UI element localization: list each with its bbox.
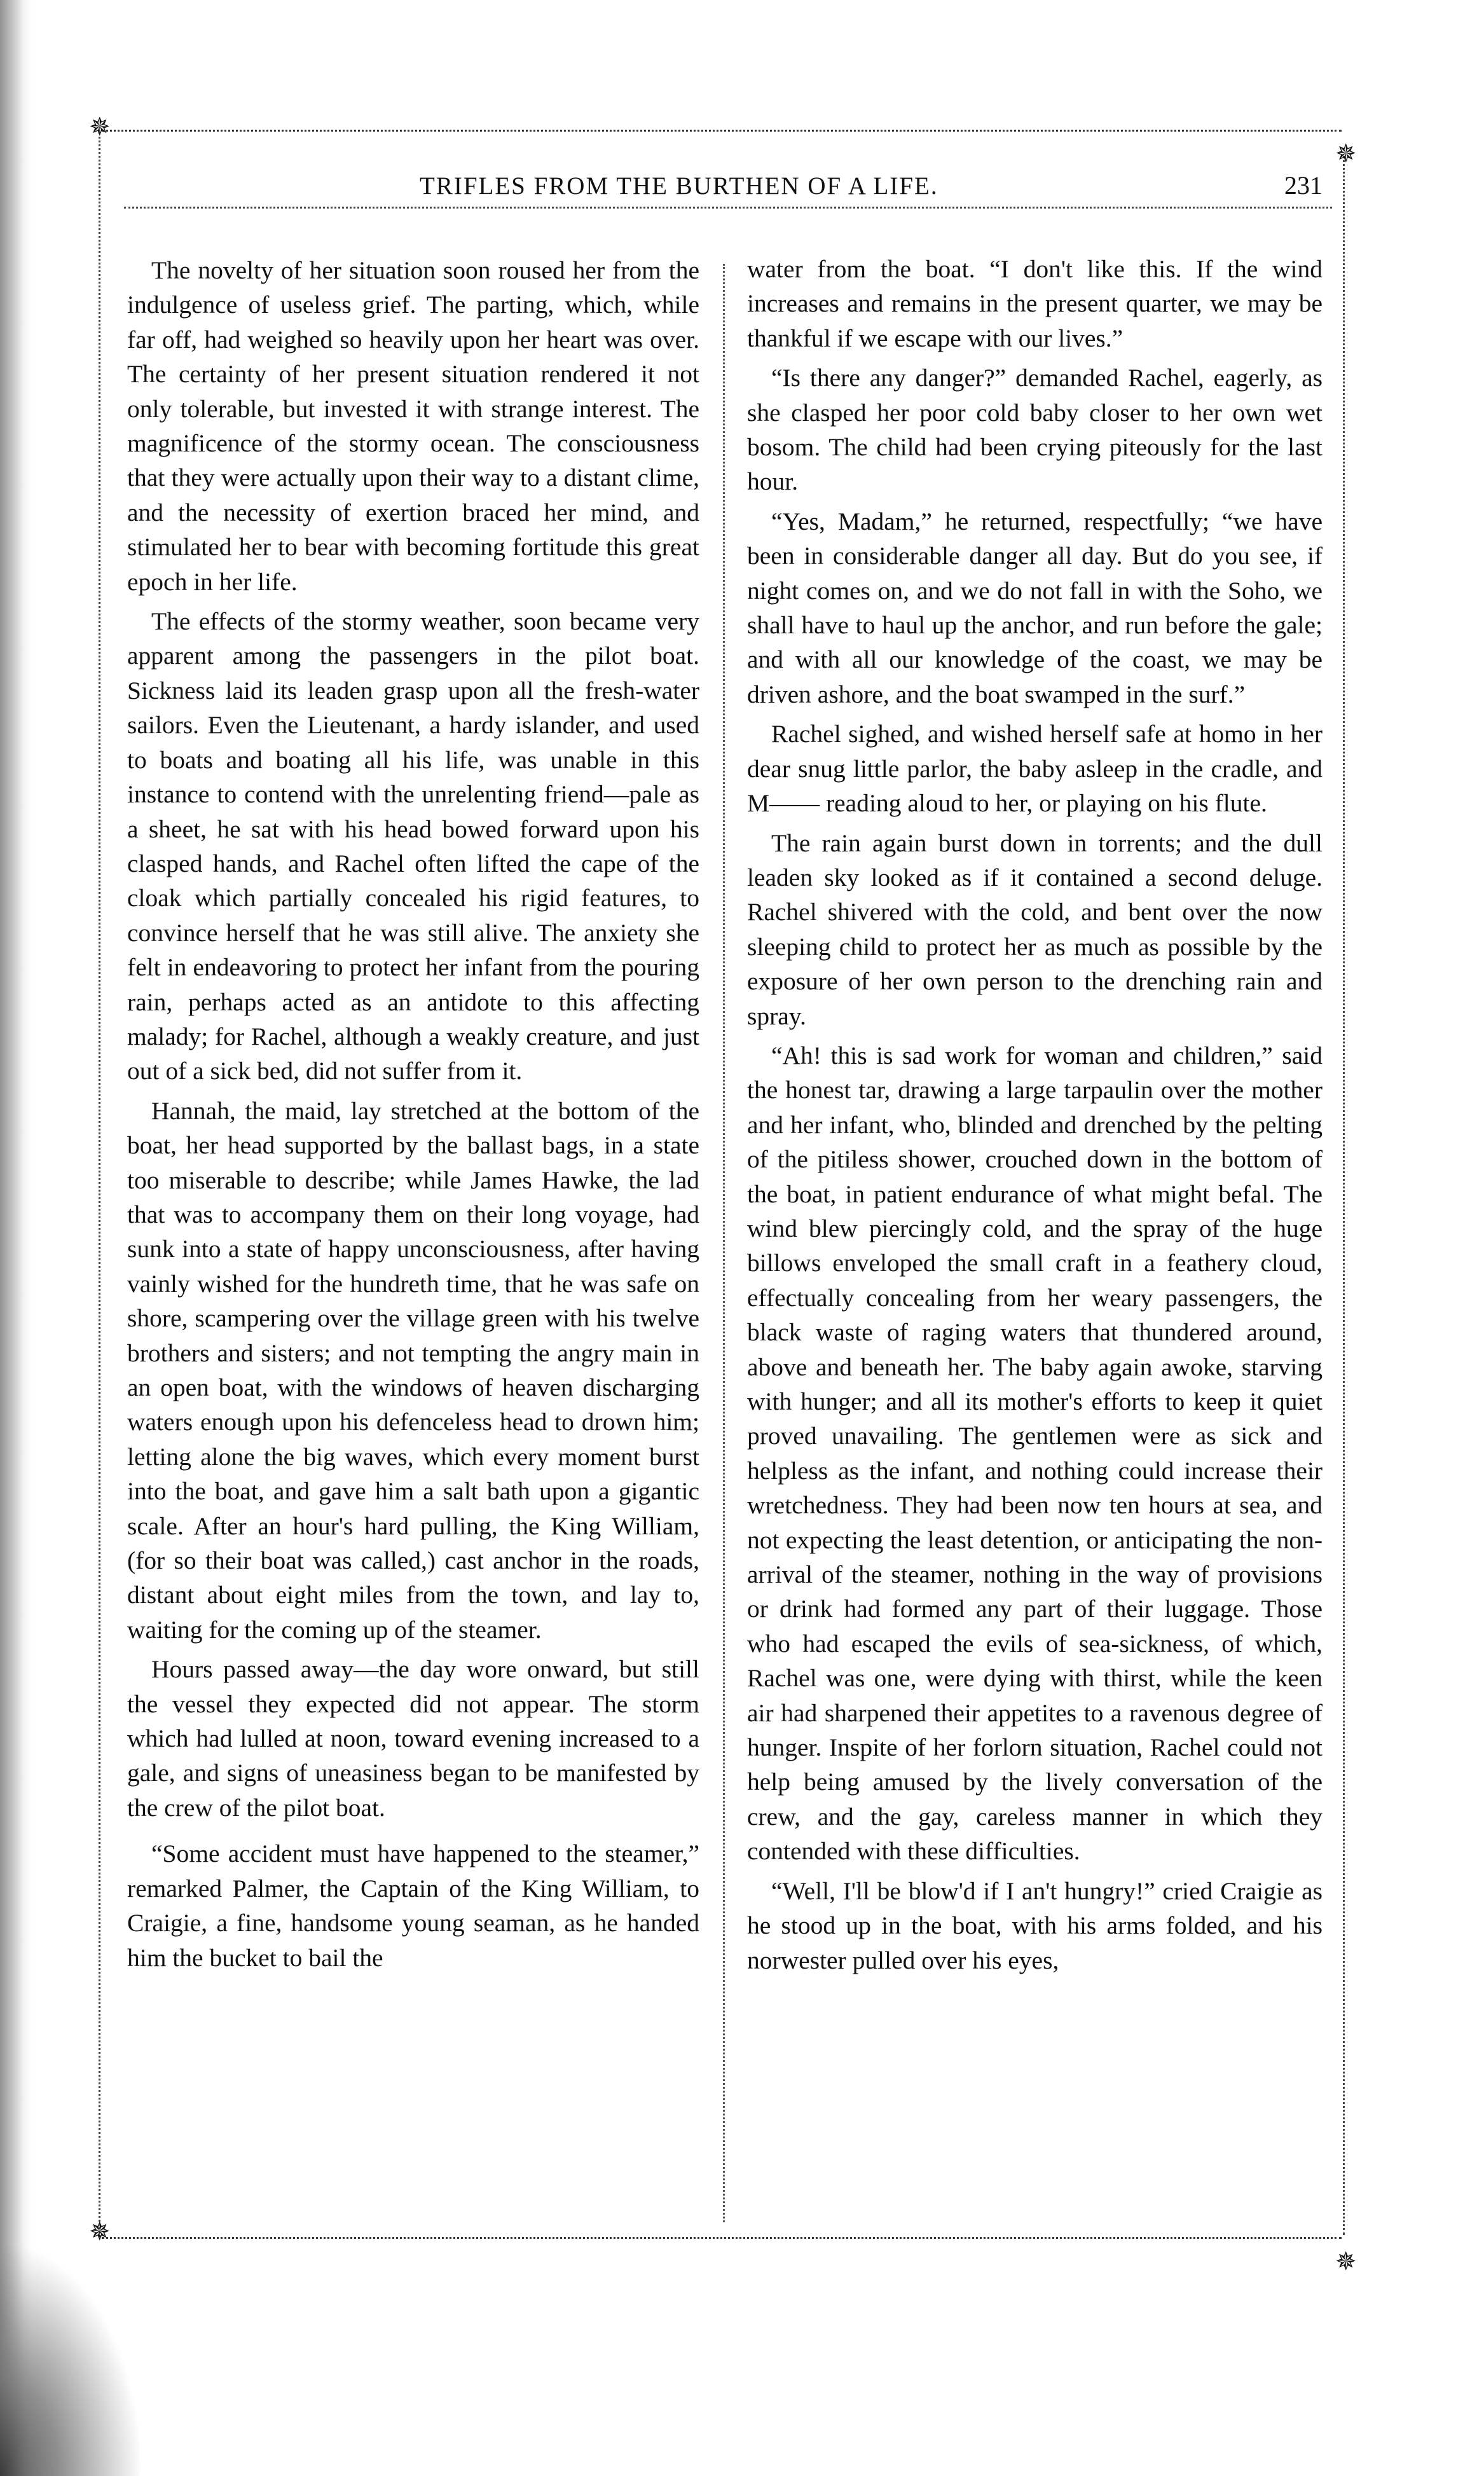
right-column	[747, 252, 1323, 1983]
paragraph: The effects of the stormy weather, soon became very apparent among the passengers in the pilot boat. Sickness laid its leaden grasp upon all the fresh-water sailors. Even the Lieutenant, a hardy islander, and used to boats and boating all his life, was unable in this instance to contend with the unrelenting friend—pale as a sheet, he sat with his head bowed forward upon his clasped hands, and Rachel often lifted the cape of the cloak which partially concealed his rigid features, to convince herself that he was still alive. The anxiety she felt in endeavoring to protect her infant from the pouring rain, perhaps acted as an antidote to this affecting malady; for Rachel, although a weakly creature, and just out of a sick bed, did not suffer from it.	[127, 607, 699, 1085]
frame-right-border	[1343, 156, 1345, 2235]
binding-shadow	[0, 0, 32, 2476]
running-title: TRIFLES FROM THE BURTHEN OF A LIFE.	[420, 172, 938, 200]
paragraph: “Yes, Madam,” he returned, respectfully; “we have been in considerable danger all day. But do you see, if night comes on, and we do not fall in with the Soho, we shall have to haul up the anchor, and run before the gale; and with all our knowledge of the coast, we may be driven ashore, and the boat swamped in the surf.”	[747, 507, 1323, 708]
star-ornament-icon: ✵	[89, 113, 111, 142]
binding-shadow-corner	[0, 2247, 140, 2476]
paragraph: Hannah, the maid, lay stretched at the bottom of the boat, her head supported by the ballast bags, in a state too miserable to describe; while James Hawke, the lad that was to accompany them on their long voyage, had sunk into a state of happy unconsciousness, after having vainly wished for the hundreth time, that he was safe on shore, scampering over the village green with his twelve brothers and sisters; and not tempting the angry main in an open boat, with the windows of heaven discharging waters enough upon his defenceless head to drown him; letting alone the big waves, which every moment burst into the boat, and gave him a salt bath upon a gigantic scale. After an hour's hard pulling, the King William, (for so their boat was called,) cast anchor in the roads, distant about eight miles from the town, and lay to, waiting for the coming up of the steamer.	[127, 1096, 699, 1644]
paragraph: Hours passed away—the day wore onward, but still the vessel they expected did not appear. The storm which had lulled at noon, toward evening increased to a gale, and signs of uneasiness began to be manifested by the crew of the pilot boat.	[127, 1655, 699, 1822]
paragraph: The novelty of her situation soon roused her from the indulgence of useless grief. The parting, which, while far off, had weighed so heavily upon her heart was over. The certainty of her present situation rendered it not only tolerable, but invested it with strange interest. The magnificence of the stormy ocean. The consciousness that they were actually upon their way to a distant clime, and the necessity of exertion braced her mind, and stimulated her to bear with becoming fortitude this great epoch in her life.	[127, 256, 699, 596]
paragraph: “Ah! this is sad work for woman and children,” said the honest tar, drawing a large tarpaulin over the mother and her infant, who, blinded and drenched by the pelting of the pitiless shower, crouched down in the bottom of the boat, in patient endurance of what might befal. The wind blew piercingly cold, and the spray of the huge billows enveloped the small craft in a feathery cloud, effectually concealing from her weary passengers, the black waste of raging waters that thundered around, above and beneath her. The baby again awoke, starving with hunger; and all its mother's efforts to keep it quiet proved unavailing. The gentlemen were as sick and helpless as the infant, and nothing could increase their wretchedness. They had been now ten hours at sea, and not expecting the least detention, or anticipating the non-arrival of the steamer, nothing in the way of provisions or drink had formed any part of their luggage. Those who had escaped the evils of sea-sickness, of which, Rachel was one, were dying with thirst, while the keen air had sharpened their appetites to a ravenous degree of hunger. Inspite of her forlorn situation, Rachel could not help being amused by the lively conversation of the crew, and the gay, careless manner in which they contended with these difficulties.	[747, 1041, 1323, 1866]
page-number: 231	[1284, 171, 1323, 200]
paragraph: “Is there any danger?” demanded Rachel, eagerly, as she clasped her poor cold baby closer to her own wet bosom. The child had been crying piteously for the last hour.	[747, 364, 1323, 496]
star-ornament-icon: ✵	[1335, 2247, 1357, 2276]
frame-bottom-border	[102, 2237, 1342, 2239]
paragraph: The rain again burst down in torrents; and the dull leaden sky looked as if it contained a second deluge. Rachel shivered with the cold, and bent over the now sleeping child to protect her as much as possible by the exposure of her own person to the drenching rain and spray.	[747, 829, 1323, 1030]
left-column	[127, 253, 699, 1980]
paragraph: “Well, I'll be blow'd if I an't hungry!” cried Craigie as he stood up in the boat, with his arms folded, and his norwester pulled over his eyes,	[747, 1876, 1323, 1974]
star-ornament-icon: ✵	[89, 2217, 111, 2246]
column-divider	[723, 264, 725, 2222]
frame-left-border	[99, 132, 100, 2237]
header-rule	[124, 207, 1332, 209]
paragraph: water from the boat. “I don't like this. If the wind increases and remains in the present quarter, we may be thankful if we escape with our lives.”	[747, 255, 1323, 352]
star-ornament-icon: ✵	[1335, 139, 1357, 169]
frame-top-border	[102, 130, 1342, 132]
paragraph: Rachel sighed, and wished herself safe at homo in her dear snug little parlor, the baby asleep in the cradle, and M—— reading aloud to her, or playing on his flute.	[747, 720, 1323, 818]
paragraph: “Some accident must have happened to the steamer,” remarked Palmer, the Captain of the King William, to Craigie, a fine, handsome young seaman, as he handed him the bucket to bail the	[127, 1840, 699, 1972]
